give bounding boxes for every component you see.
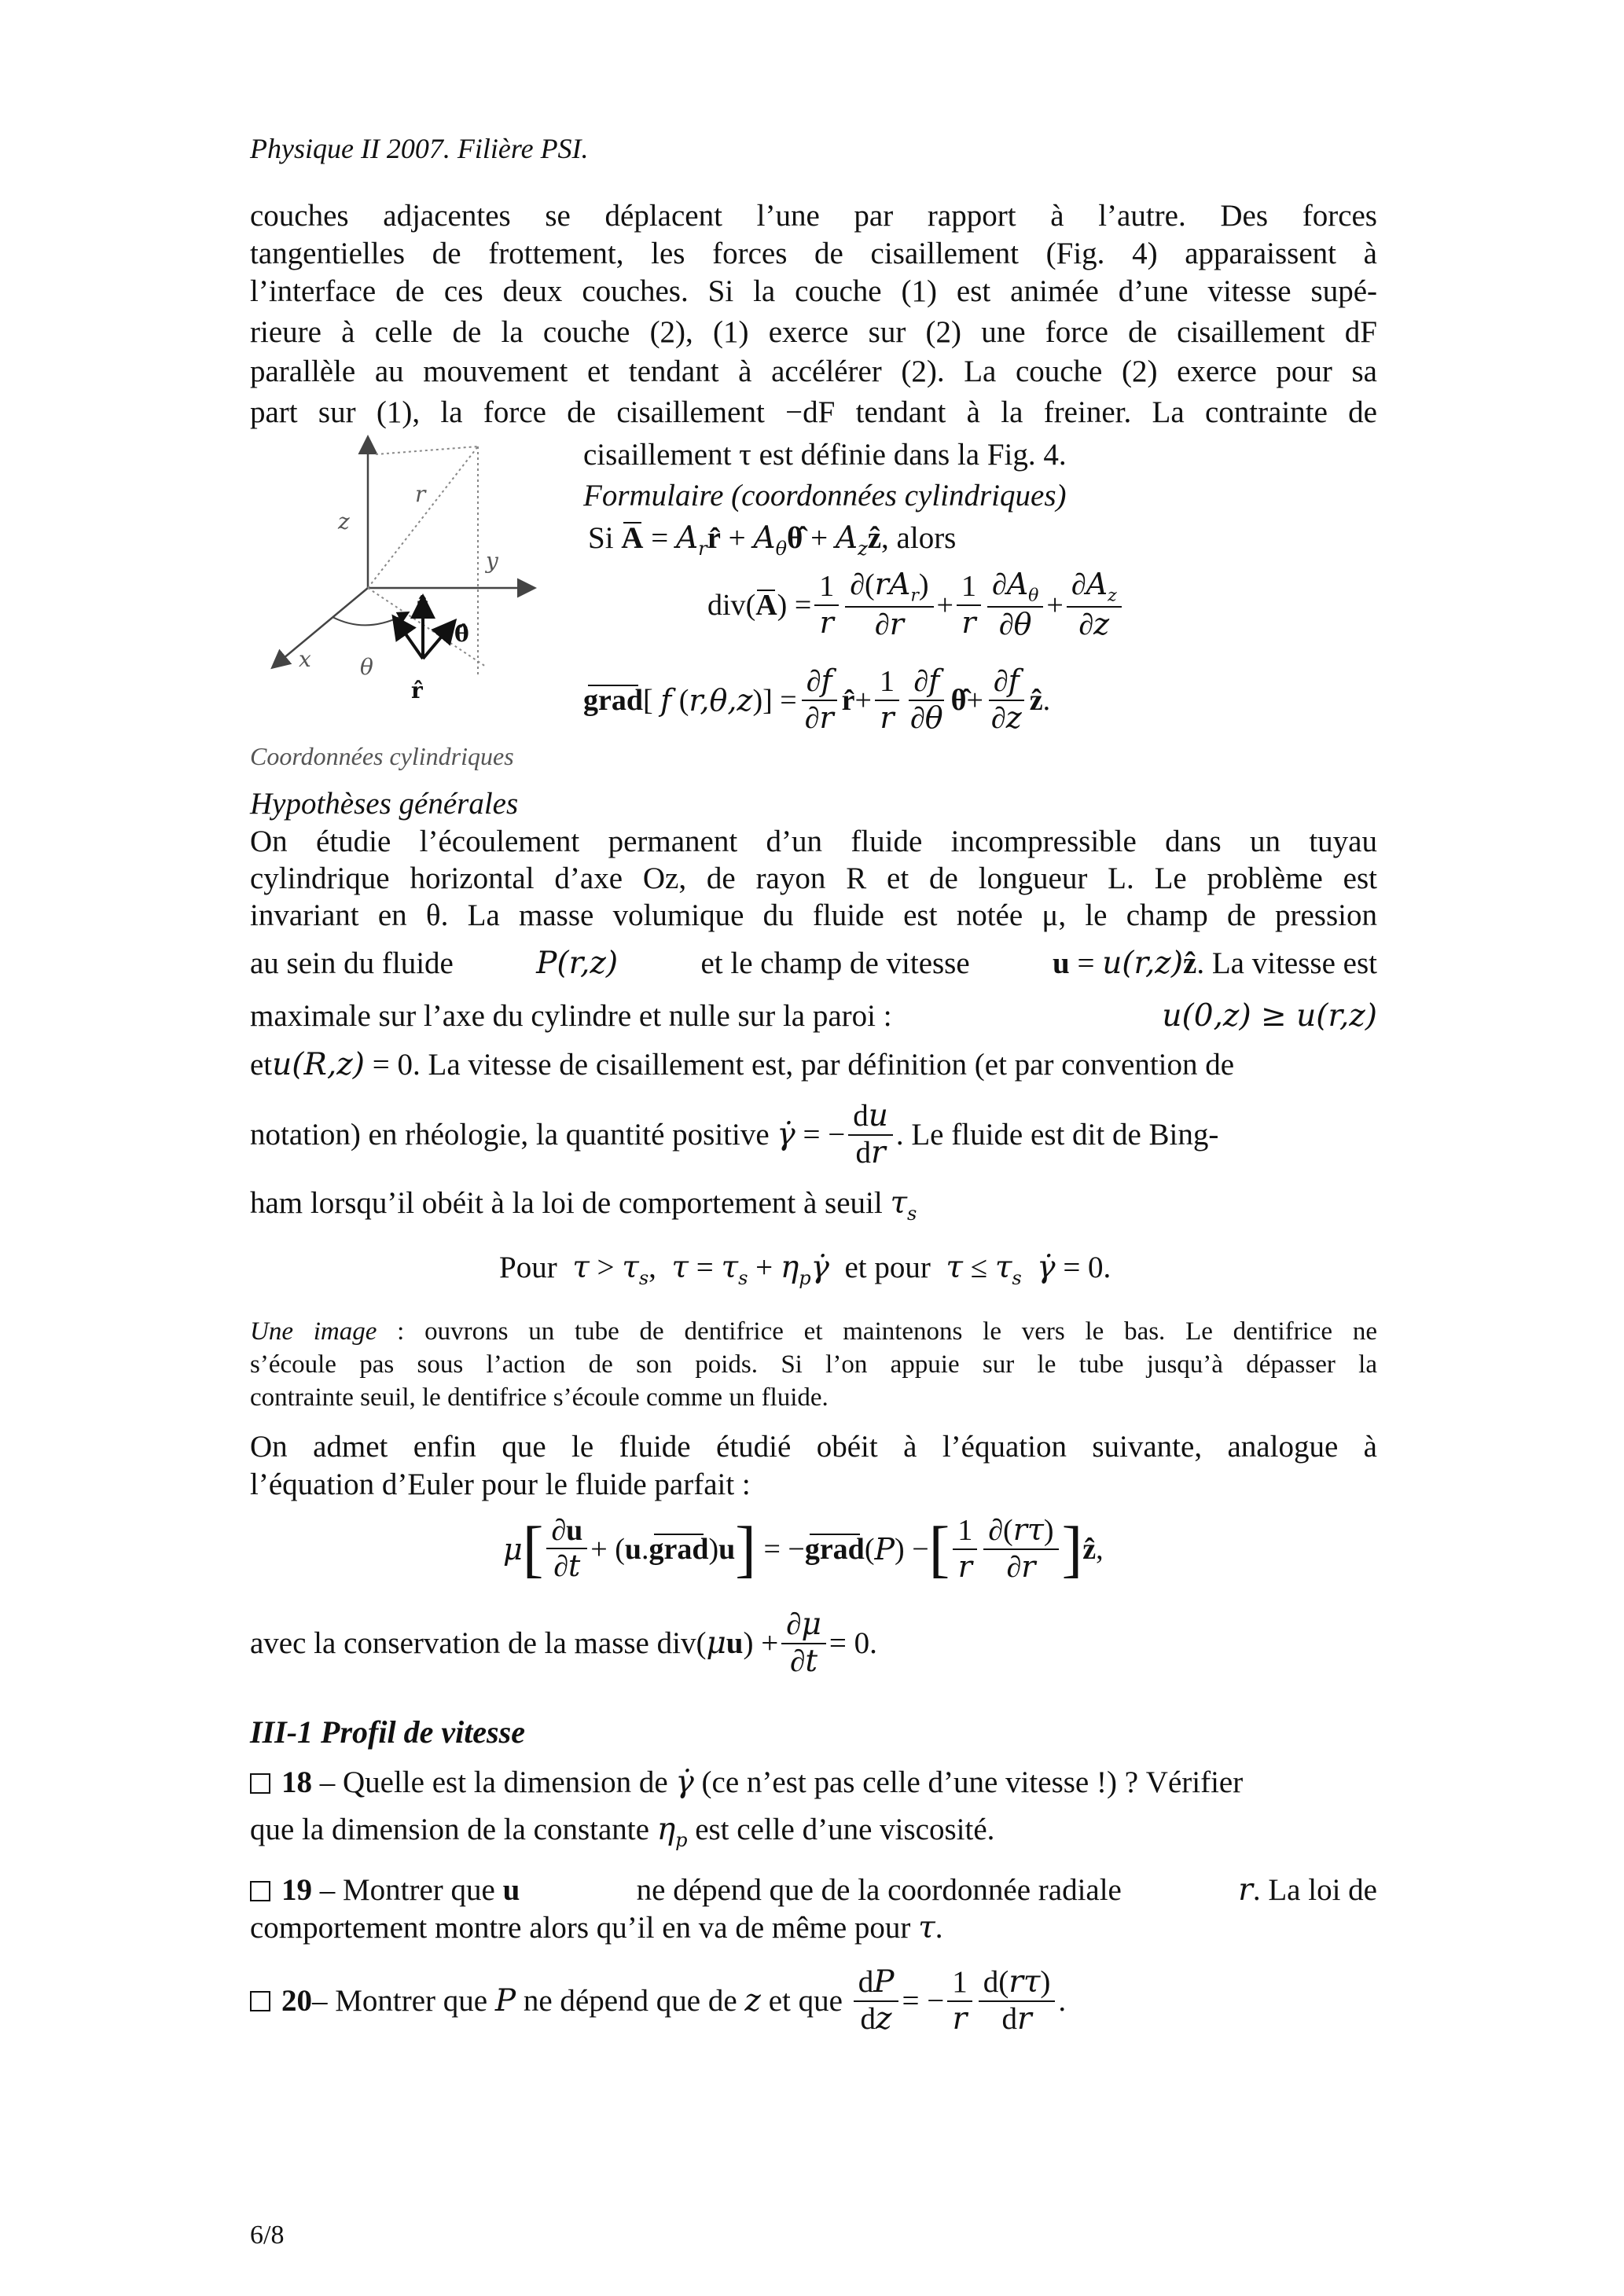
intro-line-4: rieure à celle de la couche (2), (1) exerce sur (2) une force de cisaillement dF [250,315,1377,349]
question-20: 20 – Montrer que P ne dépend que de z et que $\frac{dP}{dz}$ = − $\frac{1}{r}$ $\frac{d(r\tau)}{dr}$ . [250,1965,1377,2037]
label-x: x [299,646,311,672]
hypotheses-line-4: au sein du fluide P(r,z) et le champ de vitesse u = u(r,z)ẑ. La vitesse est [250,946,1377,981]
page-header: Physique II 2007. Filière PSI. [250,133,589,164]
label-r: r [415,481,426,507]
intro-line-6: part sur (1), la force de cisaillement −dF tendant à la freiner. La contrainte de [250,395,1377,429]
euler-equation: μ [ $\frac{\partial u}{\partial t}$ + ( u . grad ) u ] = − grad ( P ) − [ $\frac{1}{r}$ $\frac{\partial(r\tau)}{\partial r}$ ] ẑ , [503,1512,1104,1584]
bingham-law: Pour $\tau > \tau_s$, $\tau = \tau_s$ + $\eta_p\gammȧ$ et pour $\tau \le \tau_s$ γ̇ = 0. [499,1250,1111,1289]
image-note-line-3: contrainte seuil, le dentifrice s’écoule comme un fluide. [250,1383,829,1412]
label-z: z [338,509,350,535]
figure-caption: Coordonnées cylindriques [250,742,514,770]
checkbox-icon [250,1881,270,1901]
label-y: y [486,548,498,574]
euler-line-2: l’équation d’Euler pour le fluide parfait : [250,1468,751,1501]
rhat-vector [395,619,423,659]
hypotheses-line-3: invariant en θ. La masse volumique du fluide est notée μ, le champ de pression [250,898,1377,932]
intro-line-3: l’interface de ces deux couches. Si la couche (1) est animée d’une vitesse supé- [250,274,1377,308]
x-axis [274,588,368,667]
gradient-formula: grad [ f ( r,θ,z )] = $\frac{\partial f}{\partial r}$ r̂ + $\frac{1}{r}$ $\frac{\partial f}{\partial\theta}$ θ̂ + $\frac{\partial f}{\partial z}$ ẑ . [583,663,1051,735]
formulaire-title: Formulaire (coordonnées cylindriques) [583,479,1067,512]
position-vector [368,446,478,588]
question-19: 19 – Montrer que u ne dépend que de la coordonnée radiale r. La loi de [250,1872,1377,1908]
intro-line-1: couches adjacentes se déplacent l’une par rapport à l’autre. Des forces [250,199,1377,233]
label-theta: θ [360,654,373,680]
label-zhat: ẑ [417,593,428,617]
thetahat-vector [423,623,453,659]
checkbox-icon [250,1773,270,1794]
page-number: 6/8 [250,2221,285,2250]
checkbox-icon [250,1991,270,2011]
question-18-line-2: que la dimension de la constante $\eta_p$ est celle d’une viscosité. [250,1812,995,1851]
image-note-line-2: s’écoule pas sous l’action de son poids. Si l’on appuie sur le tube jusqu’à dépasser la [250,1350,1377,1379]
hypotheses-line-8: ham lorsqu’il obéit à la loi de comportement à seuil $\tau_s$ [250,1185,917,1225]
hypotheses-title: Hypothèses générales [250,787,519,821]
image-note-line-1: Une image : ouvrons un tube de dentifrice et maintenons le vers le bas. Le dentifrice ne [250,1317,1377,1346]
euler-line-1: On admet enfin que le fluide étudié obéit à l’équation suivante, analogue à [250,1430,1377,1464]
divergence-formula: div ( A ) = $\frac{1}{r}$ $\frac{\partial(rA_r)}{\partial r}$ + $\frac{1}{r}$ $\frac{\partial A_\theta}{\partial\theta}$ + $\frac{\partial A_z}{\partial z}$ [707,568,1125,643]
intro-line-7: cisaillement τ est définie dans la Fig. 4. [583,438,1067,472]
hypotheses-line-7: notation) en rhéologie, la quantité positive γ̇ = − $\frac{du}{dr}$ . Le fluide est dit de Bing- [250,1098,1219,1170]
section-title: III-1 Profil de vitesse [250,1714,525,1750]
hypotheses-line-1: On étudie l’écoulement permanent d’un fluide incompressible dans un tuyau [250,825,1377,858]
hypotheses-line-5: maximale sur l’axe du cylindre et nulle sur la paroi : u(0,z) ≥ u(r,z) [250,998,1377,1034]
mass-conservation: avec la conservation de la masse div( μ u ) + $\frac{\partial\mu}{\partial t}$ = 0. [250,1607,877,1679]
question-19-line-2: comportement montre alors qu’il en va de même pour τ. [250,1910,943,1945]
question-18: 18 – Quelle est la dimension de γ̇ (ce n’est pas celle d’une vitesse !) ? Vérifier [250,1765,1377,1800]
label-rhat: r̂ [411,678,423,703]
label-thetahat: θ̂ [454,621,469,647]
hypotheses-line-6: etu(R,z) = 0. La vitesse de cisaillement est, par définition (et par convention de [250,1047,1235,1082]
cylindrical-coordinates-figure [250,431,580,745]
intro-line-2: tangentielles de frottement, les forces de cisaillement (Fig. 4) apparaissent à [250,237,1377,270]
hypotheses-line-2: cylindrique horizontal d’axe Oz, de rayon R et de longueur L. Le problème est [250,861,1377,895]
intro-line-5: parallèle au mouvement et tendant à accélérer (2). La couche (2) exerce pour sa [250,355,1377,388]
formulaire-vector-def: Si $A = A_rr̂$ + $A_\theta\thetâ$ + $A_zẑ$, alors [588,520,957,560]
